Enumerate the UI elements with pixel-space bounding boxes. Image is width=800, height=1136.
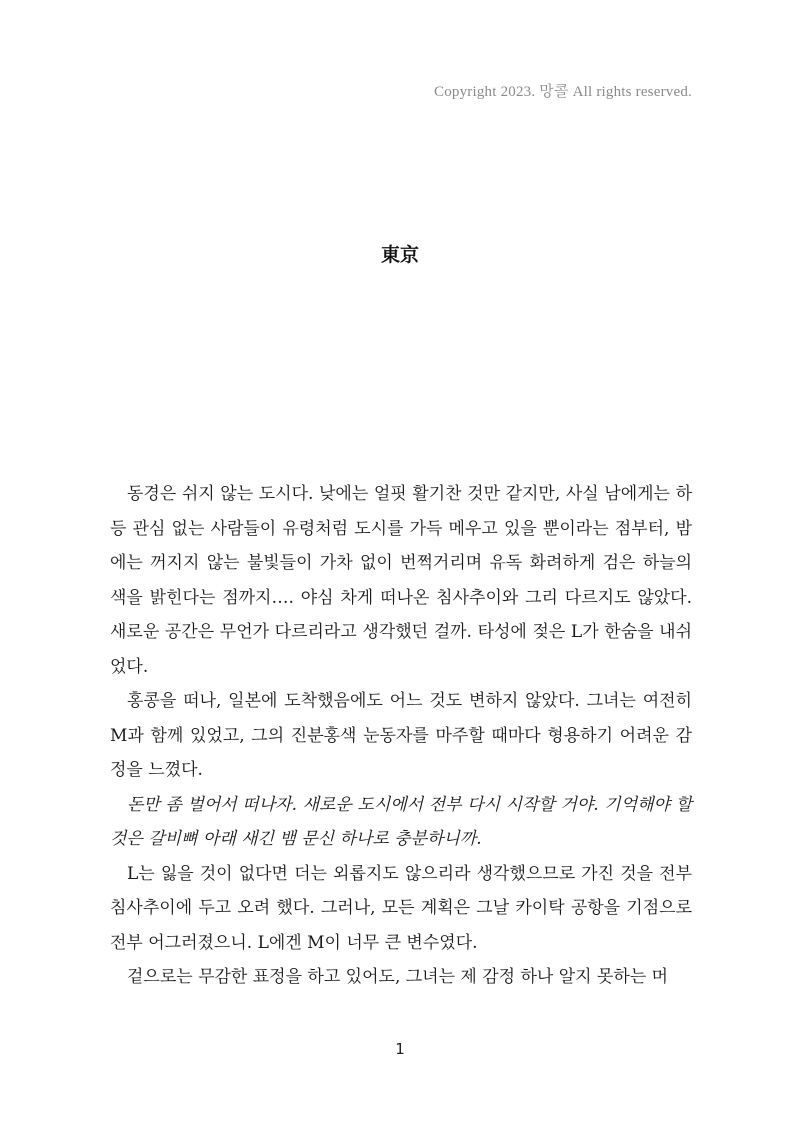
page-number: 1 — [395, 1040, 405, 1058]
copyright-notice: Copyright 2023. 망콜 All rights reserved. — [433, 84, 692, 100]
paragraph-4: L는 잃을 것이 없다면 더는 외롭지도 않으리라 생각했으므로 가진 것을 전부 침사추이에 두고 오려 했다. 그러나, 모든 계획은 그날 카이탁 공항을 기점으로 전부 어그러졌으니. L에겐 M이 너무 큰 변수였다. — [110, 863, 692, 953]
body-text — [110, 477, 692, 995]
paragraph-1: 동경은 쉬지 않는 도시다. 낮에는 얼핏 활기찬 것만 같지만, 사실 남에게는 하등 관심 없는 사람들이 유령처럼 도시를 가득 메우고 있을 뿐이라는 점부터, 밤에는 꺼지지 않는 불빛들이 가차 없이 번쩍거리며 유독 화려하게 검은 하늘의 색을 밝힌다는 점까지…. 야심 차게 떠나온 침사추이와 그리 다르지도 않았다. 새로운 공간은 무언가 다르리라고 생각했던 걸까. 타성에 젖은 L가 한숨을 내쉬었다. — [110, 484, 692, 677]
paragraph-5: 겉으로는 무감한 표정을 하고 있어도, 그녀는 제 감정 하나 알지 못하는 머 — [127, 967, 669, 987]
chapter-title: 東京 — [380, 244, 419, 266]
paragraph-3-inner-thought: 돈만 좀 벌어서 떠나자. 새로운 도시에서 전부 다시 시작할 거야. 기억해야 할 것은 갈비뼈 아래 새긴 뱀 문신 하나로 충분하니까. — [110, 794, 692, 849]
paragraph-2: 홍콩을 떠나, 일본에 도착했음에도 어느 것도 변하지 않았다. 그녀는 여전히 M과 함께 있었고, 그의 진분홍색 눈동자를 마주할 때마다 형용하기 어려운 감정을 느꼈다. — [110, 691, 692, 780]
